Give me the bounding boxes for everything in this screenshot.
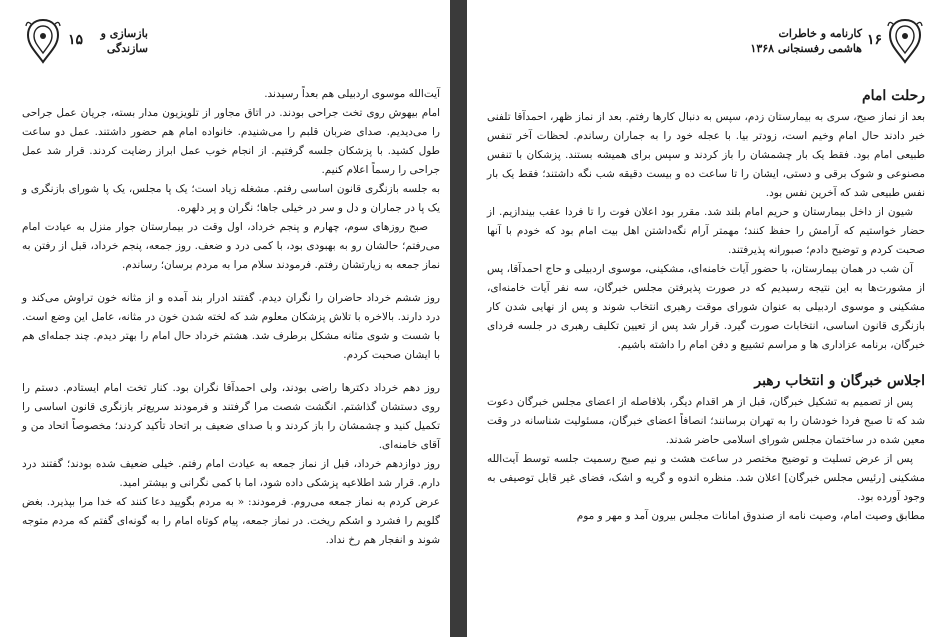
paragraph: آن شب در همان بیمارستان، با حضور آیات خامنه‌ای، مشکینی، موسوی اردبیلی و حاج احمدآقا، پس از مشورت‌ها به این نتیجه رسیدیم که در صورت پذیرفتن مجلس خبرگان، سه نفر آیات خامنه‌ای، مشکینی و موسوی اردبیلی به عنوان شورای موقت رهبری انتخاب شوند و پس از نهایی شدن کار بازنگری قانون اساسی، انتخابات صورت گیرد. قرار شد پس از تعیین تکلیف رهبری در جلسه فردای خبرگان، برنامه عزاداری ها و مراسم تشییع و دفن امام را داشته باشیم. (487, 263, 925, 351)
running-header (88, 26, 148, 56)
section-title: رحلت امام (862, 88, 925, 104)
left-header (0, 18, 450, 64)
paragraph: پس از عرض تسلیت و توضیح مختصر در ساعت هشت و نیم صبح رسمیت جلسه توسط آیت‌الله مشکینی [رئیس مجلس خبرگان] اعلان شد. منظره اندوه و گریه و اشک، فضای غیر قابل توصیفی به وجود آورده بود. (487, 453, 925, 503)
paragraph: امام بیهوش روی تخت جراحی بودند. در اتاق مجاور از تلویزیون مدار بسته، جریان عمل جراحی را می‌دیدیم. صدای ضربان قلبم را می‌شنیدم. خانواده امام هم حضور داشتند. عمل دو ساعت طول کشید. با پزشکان جلسه گرفتیم. از انجام خوب عمل ابراز رضایت کردند. قرار شد عمل جراحی را رسماً اعلام کنیم. (22, 107, 440, 176)
paragraph: پس از تصمیم به تشکیل خبرگان، قبل از هر اقدام دیگر، بلافاصله از اعضای مجلس خبرگان دعوت شد که تا صبح فردا خودشان را به تهران برسانند؛ انصافاً اعضای خبرگان، مسئولیت شناسانه در وقت معین شده در ساختمان مجلس شورای اسلامی حاضر شدند. (487, 396, 925, 446)
paragraph: بعد از نماز صبح، سری به بیمارستان زدم، سپس به دنبال کارها رفتم. بعد از نماز ظهر، احمدآقا تلفنی خبر دادند حال امام وخیم است، زودتر بیا. با عجله خود را به جماران رساندم. لحظات آخر تنفس طبیعی امام بود. فقط یک بار چشمشان را باز کردند و سپس برای همیشه بستند. پزشکان با تنفس مصنوعی و شوک برقی و دستی، ایشان را تا ساعت ده و بیست دقیقه شب نگه داشتند؛ فقط یک بار نفس طبیعی شد که آخرین نفس بود. (487, 111, 925, 199)
page-number: ۱۶ (867, 32, 883, 48)
running-header (722, 26, 862, 56)
paragraph: روز دوازدهم خرداد، قبل از نماز جمعه به عیادت امام رفتم. خیلی ضعیف شده بودند؛ گفتند درد دارم. قرار شد اطلاعیه پزشکی داده شود، اما با کمی نگرانی و بیشتر امید. (22, 458, 440, 489)
section-title: اجلاس خبرگان و انتخاب رهبر (754, 373, 925, 389)
paragraph: مطابق وصیت امام، وصیت نامه از صندوق امانات مجلس بیرون آمد و مهر و موم (576, 510, 925, 522)
book-spine (450, 0, 467, 637)
header-line: بازسازی و (100, 27, 148, 40)
paragraph: روز ششم خرداد حاضران را نگران دیدم. گفتند ادرار بند آمده و از مثانه خون تراوش می‌کند و درد دارند. بالاخره با تلاش پزشکان معلوم شد که لخته شدن خون در مثانه، عامل این وضع است. با شست و شوی مثانه مشکل برطرف شد. هشتم خرداد حال امام را بهتر دیدم. چند جمله‌ای هم با ایشان صحبت کردم. (22, 292, 440, 361)
right-page (467, 0, 945, 637)
paragraph: عرض کردم به نماز جمعه می‌روم. فرمودند: « به مردم بگویید دعا کنند که خدا مرا بپذیرد. بغض گلویم را فشرد و اشکم ریخت. در نماز جمعه، پیام کوتاه امام را به گونه‌ای گفتم که مردم متوجه شوند و انفجار هم رخ نداد. (22, 496, 440, 546)
left-text-block (22, 85, 440, 550)
header-line: کارنامه و خاطرات (778, 27, 862, 40)
right-header (467, 18, 945, 64)
header-line: هاشمی رفسنجانی ۱۳۶۸ (750, 42, 862, 55)
page-number: ۱۵ (68, 32, 84, 48)
paragraph: به جلسه بازنگری قانون اساسی رفتم. مشغله زیاد است؛ یک پا مجلس، یک پا شورای بازنگری و یک پا در جماران و دل و سر در خیلی جاها؛ نگران و پر دلهره. (22, 183, 440, 214)
header-line: سازندگی (106, 42, 148, 55)
paragraph: شیون از داخل بیمارستان و حریم امام بلند شد. مقرر بود اعلان فوت را تا فردا عقب بیندازیم. از حضار خواستیم که آرامش را حفظ کنند؛ مهمتر آرام نگه‌داشتن اهل بیت امام بود که خودم با آنها صحبت کردم و توضیح دادم؛ صبورانه پذیرفتند. (487, 206, 925, 256)
ornament-icon (25, 18, 61, 64)
left-page (0, 0, 450, 637)
paragraph: روز دهم خرداد دکترها راضی بودند، ولی احمدآقا نگران بود. کنار تخت امام ایستادم. دستم را روی دستشان گذاشتم. انگشت شصت مرا گرفتند و فرمودند سریع‌تر بازنگری قانون اساسی را تکمیل کنید و چشمشان را باز کردند و با صدای ضعیف بر اتحاد تأکید کردند؛ مخصوصاً اتحاد من و آقای خامنه‌ای. (22, 382, 440, 451)
paragraph: آیت‌الله موسوی اردبیلی هم بعداً رسیدند. (264, 88, 440, 100)
ornament-icon (887, 18, 923, 64)
paragraph: صبح روزهای سوم، چهارم و پنجم خرداد، اول وقت در بیمارستان جوار منزل به عیادت امام می‌رفتم؛ حالشان رو به بهبودی بود، با کمی درد و ضعف. روز جمعه، پنجم خرداد، قبل از رفتن به نماز جمعه به زیارتشان رفتم. فرمودند سلام مرا به مردم برسان؛ رساندم. (22, 221, 440, 271)
right-text-block (487, 84, 925, 526)
